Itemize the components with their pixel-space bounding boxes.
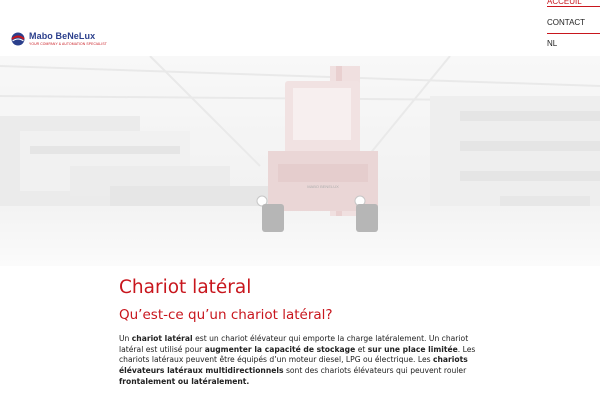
intro-text-4: . Les chariots latéraux peuvent être équipés d’un moteur diesel, LPG ou électrique. Les [119, 344, 476, 365]
intro-text-1: Un [119, 334, 132, 343]
main-nav [547, 0, 600, 56]
intro-bold-4: chariots élévateurs latéraux multidirectionnels [119, 355, 468, 376]
intro-bold-2: augmenter la capacité de stockage [204, 344, 356, 354]
intro-text-3: et [355, 344, 368, 354]
hero-image [0, 56, 600, 266]
logo-name: Mabo BeNeLux [29, 31, 96, 41]
logo-text [29, 32, 107, 46]
forklift-badge: MABO BENELUX [307, 184, 339, 189]
logo[interactable] [11, 31, 107, 47]
intro-paragraph [119, 334, 481, 388]
hero-warehouse-illustration [0, 56, 600, 266]
intro-text-2: est un chariot élévateur qui emporte la charge latéralement. Un chariot latéral est utilisé pour [119, 334, 469, 354]
logo-globe-icon [11, 32, 25, 46]
intro-bold-5: frontalement ou latéralement. [119, 376, 250, 386]
page-title: Chariot latéral [119, 277, 252, 298]
logo-tagline: YOUR COMPANY & AUTOMATION SPECIALIST [29, 42, 107, 46]
nav-item-nl[interactable]: NL [547, 39, 558, 48]
intro-bold-1: chariot latéral [131, 334, 193, 343]
nav-item-contact[interactable]: CONTACT [547, 17, 600, 34]
main-content [119, 277, 481, 388]
section-heading: Qu’est-ce qu’un chariot latéral? [119, 307, 333, 323]
intro-bold-3: sur une place limitée [367, 344, 458, 354]
intro-text-5: sont des chariots élévateurs qui peuvent rouler [283, 366, 467, 376]
nav-item-acceuil[interactable]: ACCEUIL [547, 0, 600, 7]
site-header [0, 0, 600, 56]
